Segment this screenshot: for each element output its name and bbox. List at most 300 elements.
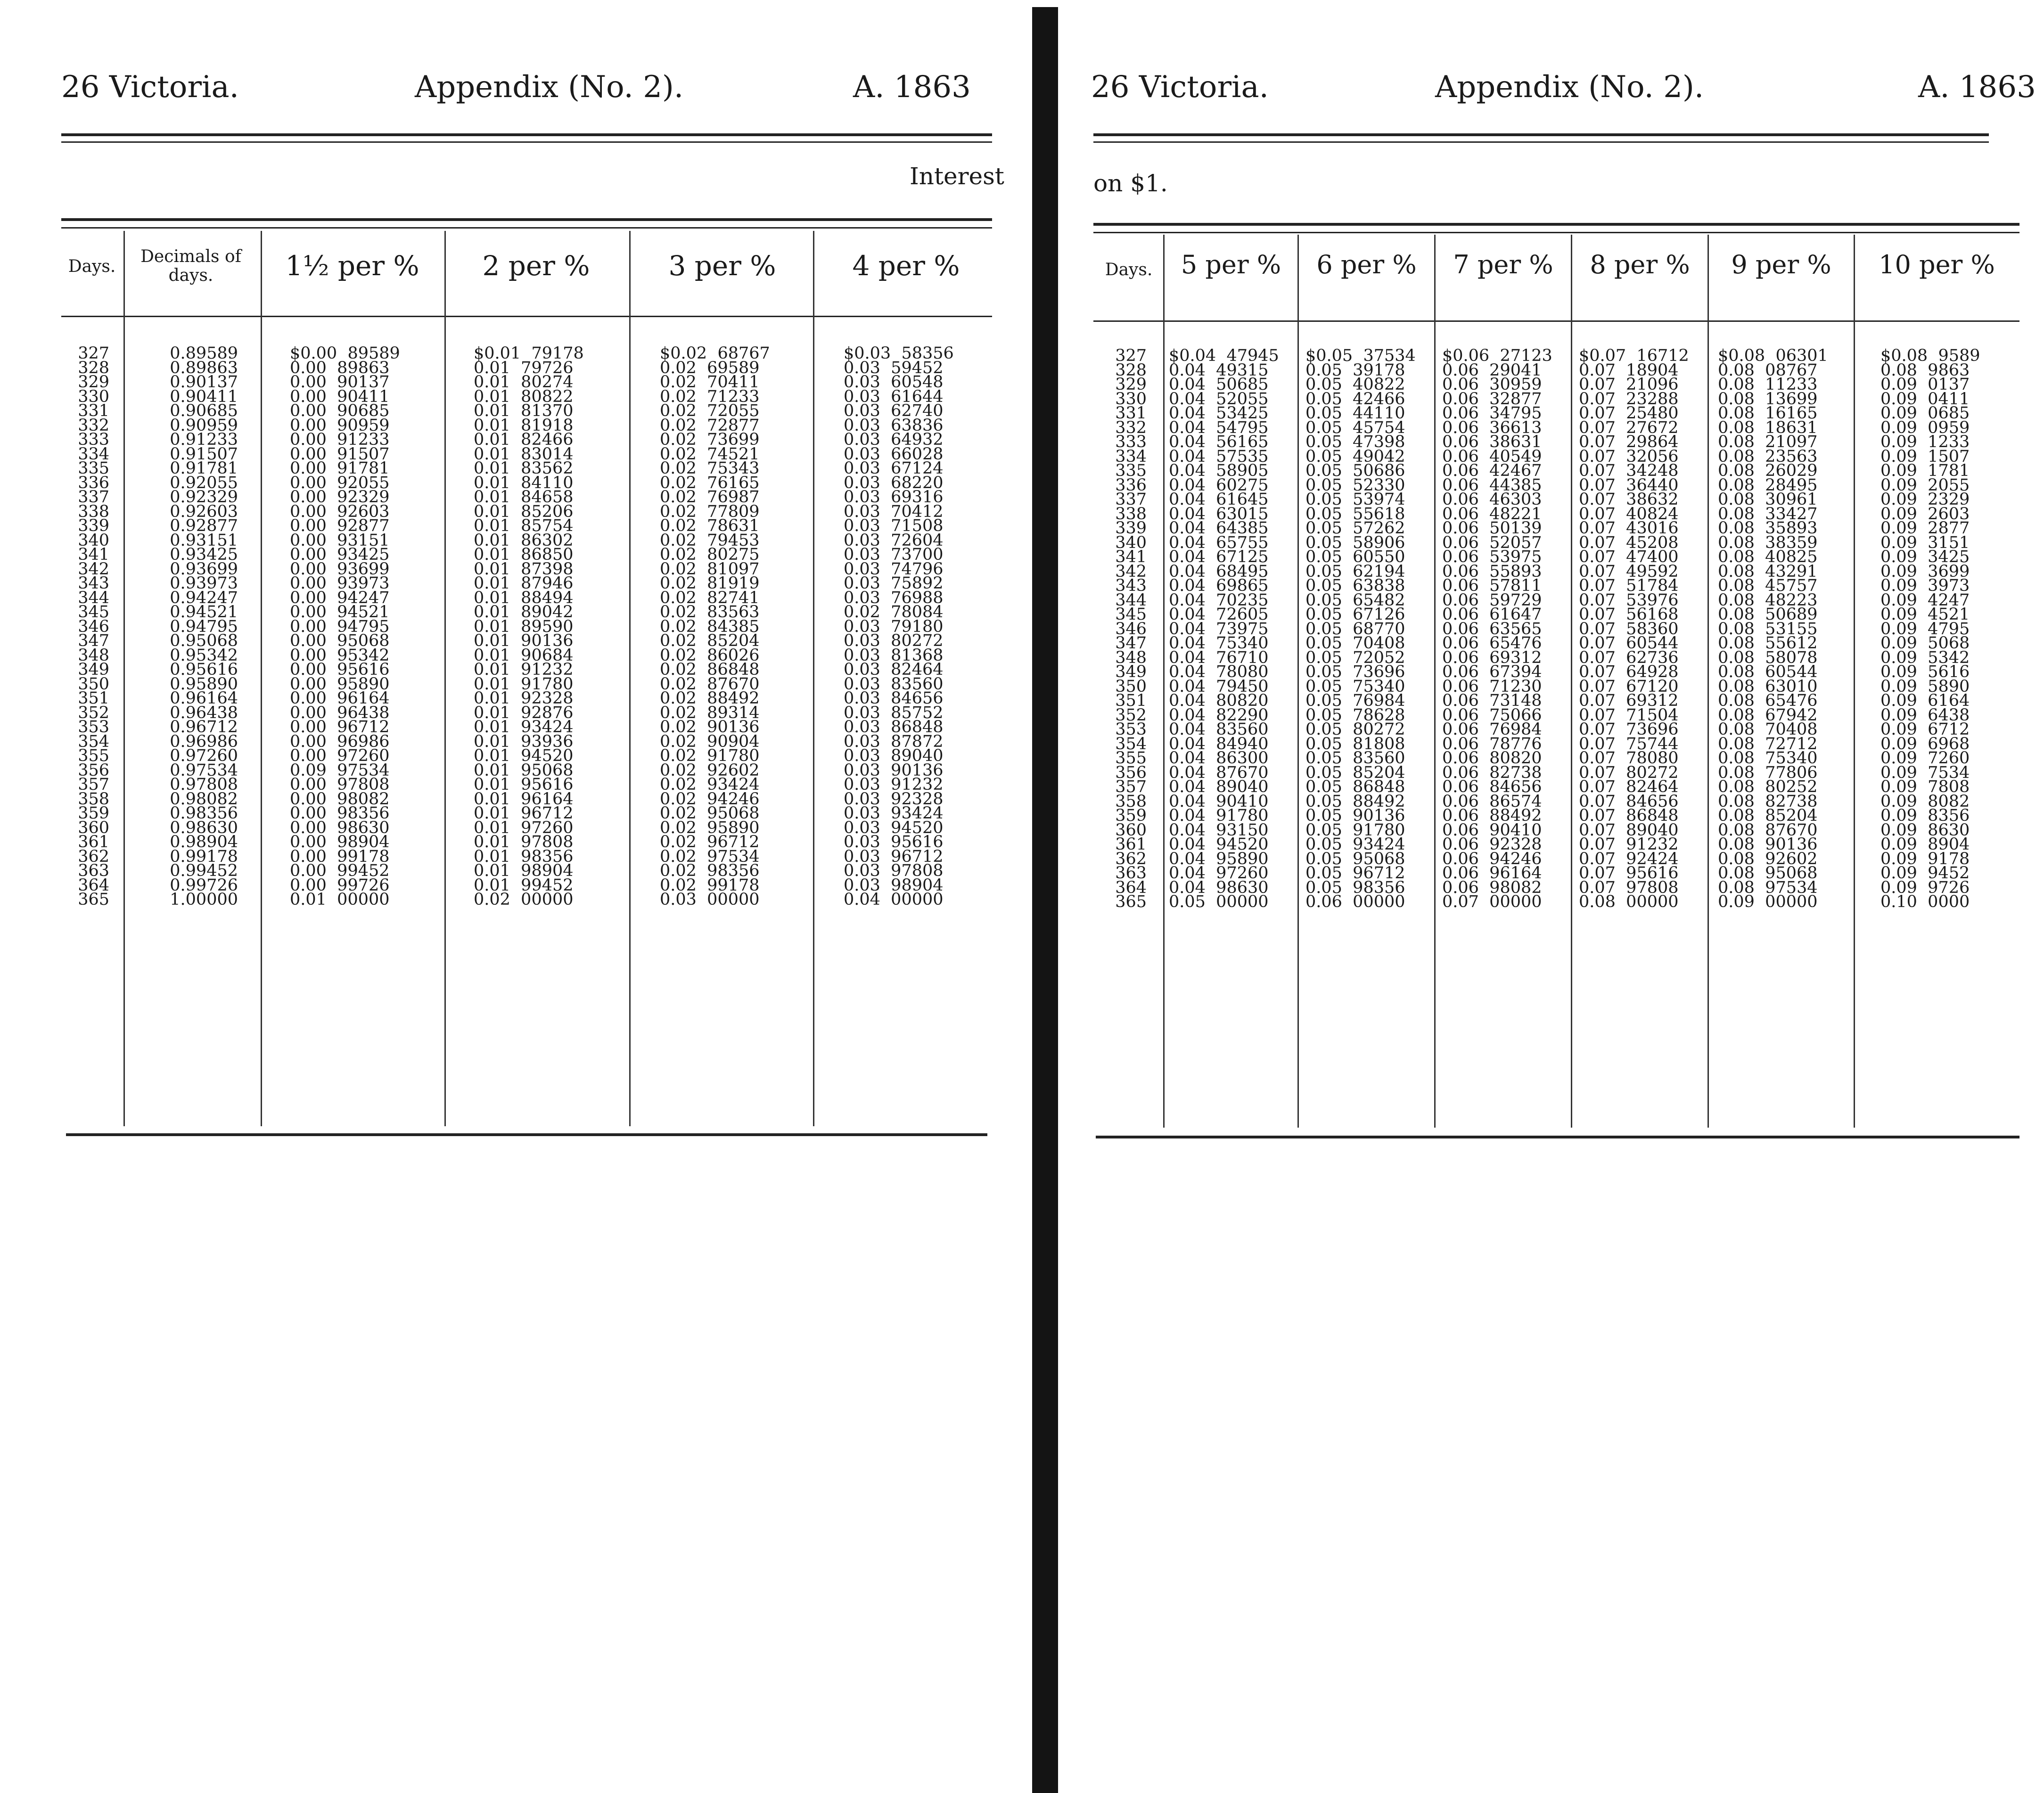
col-divider bbox=[1707, 235, 1709, 1128]
table-cell: 0.08 60544 bbox=[1718, 663, 1818, 681]
table-cell: 0.09 6438 bbox=[1880, 705, 1970, 725]
table-cell: 0.01 99452 bbox=[474, 876, 574, 895]
book-gutter bbox=[1032, 7, 1058, 1793]
table-cell: 0.03 64932 bbox=[844, 430, 944, 449]
table-cell: 342 bbox=[1115, 562, 1147, 581]
table-top-rule bbox=[61, 218, 992, 221]
table-cell: 0.05 76984 bbox=[1305, 691, 1405, 710]
table-cell: 0.02 93424 bbox=[660, 775, 760, 794]
table-cell: 0.09 9726 bbox=[1880, 878, 1970, 897]
col-divider bbox=[629, 231, 631, 1126]
table-cell: 0.08 72712 bbox=[1718, 734, 1818, 753]
table-cell: 338 bbox=[1115, 504, 1147, 524]
table-cell: 0.05 73696 bbox=[1305, 663, 1405, 681]
table-cell: 0.98904 bbox=[170, 833, 238, 851]
table-cell: 0.02 97534 bbox=[660, 847, 760, 866]
table-cell: 0.06 94246 bbox=[1442, 849, 1542, 868]
table-cell: 0.05 86848 bbox=[1305, 778, 1405, 796]
table-cell: $0.08 06301 bbox=[1718, 346, 1828, 365]
table-cell: 337 bbox=[1115, 490, 1147, 509]
table-cell: 0.04 65755 bbox=[1169, 533, 1269, 552]
table-cell: 0.99726 bbox=[170, 876, 238, 895]
table-cell: $0.07 16712 bbox=[1579, 346, 1689, 365]
table-cell: 0.09 3699 bbox=[1880, 562, 1970, 581]
table-cell: 0.02 78084 bbox=[844, 603, 944, 622]
table-cell: 328 bbox=[1115, 360, 1147, 380]
table-cell: 0.02 95890 bbox=[660, 818, 760, 837]
table-cell: 327 bbox=[1115, 346, 1147, 365]
table-cell: 335 bbox=[78, 459, 109, 478]
table-cell: 0.02 70411 bbox=[660, 373, 760, 392]
table-cell: 0.93699 bbox=[170, 559, 238, 579]
table-cell: 0.05 60550 bbox=[1305, 548, 1405, 566]
table-cell: 0.03 89040 bbox=[844, 746, 944, 765]
table-cell: 0.07 86848 bbox=[1579, 806, 1679, 825]
table-cell: 0.02 73699 bbox=[660, 430, 760, 449]
rate-5pct-column bbox=[1169, 346, 1279, 911]
table-cell: 0.00 99726 bbox=[290, 876, 390, 895]
table-cell: 0.89863 bbox=[170, 358, 238, 377]
table-cell: 365 bbox=[1115, 892, 1147, 911]
table-cell: 0.07 80272 bbox=[1579, 763, 1679, 782]
col-divider bbox=[123, 231, 125, 1126]
table-cell: 0.05 53974 bbox=[1305, 490, 1405, 509]
table-cell: 0.06 29041 bbox=[1442, 360, 1542, 380]
table-cell: 0.92055 bbox=[170, 473, 238, 492]
table-cell: 0.90137 bbox=[170, 373, 238, 392]
table-cell: 0.01 81370 bbox=[474, 401, 574, 420]
table-cell: 0.07 51784 bbox=[1579, 576, 1679, 595]
table-cell: 0.06 82738 bbox=[1442, 763, 1542, 782]
table-cell: 0.02 98356 bbox=[660, 861, 760, 880]
table-cell: 0.09 0411 bbox=[1880, 389, 1970, 409]
table-cell: 0.04 75340 bbox=[1169, 634, 1269, 653]
table-cell: 0.06 36613 bbox=[1442, 418, 1542, 437]
table-cell: 0.02 88492 bbox=[660, 689, 760, 708]
table-cell: 0.06 75066 bbox=[1442, 705, 1542, 725]
table-cell: 0.07 58360 bbox=[1579, 619, 1679, 639]
table-cell: 0.08 48223 bbox=[1718, 590, 1818, 610]
table-cell: 337 bbox=[78, 488, 109, 507]
table-cell: 0.01 98904 bbox=[474, 861, 574, 880]
table-cell: 0.05 65482 bbox=[1305, 590, 1405, 610]
table-cell: 0.03 87872 bbox=[844, 732, 944, 751]
table-cell: 0.95890 bbox=[170, 674, 238, 694]
table-cell: 0.06 32877 bbox=[1442, 389, 1542, 409]
table-cell: 0.06 34795 bbox=[1442, 404, 1542, 423]
table-cell: 0.05 63838 bbox=[1305, 576, 1405, 595]
table-cell: $0.00 89589 bbox=[290, 344, 400, 363]
table-cell: 358 bbox=[1115, 792, 1147, 811]
table-cell: 0.02 84385 bbox=[660, 617, 760, 636]
table-cell: 0.01 88494 bbox=[474, 588, 574, 607]
table-cell: 0.05 90136 bbox=[1305, 806, 1405, 825]
table-cell: 0.04 82290 bbox=[1169, 705, 1269, 725]
table-cell: 0.00 98082 bbox=[290, 789, 390, 809]
table-cell: 0.06 57811 bbox=[1442, 576, 1542, 595]
table-cell: 0.05 80272 bbox=[1305, 720, 1405, 739]
table-cell: 353 bbox=[1115, 720, 1147, 739]
table-cell: 0.00 90137 bbox=[290, 373, 390, 392]
table-cell: 352 bbox=[78, 703, 109, 722]
table-cell: 0.04 91780 bbox=[1169, 806, 1269, 825]
col-divider bbox=[261, 231, 262, 1126]
table-cell: 0.89589 bbox=[170, 344, 238, 363]
table-cell: 0.06 65476 bbox=[1442, 634, 1542, 653]
table-cell: 0.08 28495 bbox=[1718, 475, 1818, 495]
table-cell: 0.00 90685 bbox=[290, 401, 390, 420]
table-cell: 0.09 6712 bbox=[1880, 720, 1970, 739]
table-cell: 0.03 70412 bbox=[844, 502, 944, 521]
table-cell: 0.02 99178 bbox=[660, 876, 760, 895]
table-cell: 351 bbox=[1115, 691, 1147, 710]
table-cell: 0.06 73148 bbox=[1442, 691, 1542, 710]
table-cell: 0.05 62194 bbox=[1305, 562, 1405, 581]
table-cell: 346 bbox=[1115, 619, 1147, 639]
table-cell: 0.00 97808 bbox=[290, 775, 390, 794]
table-cell: 0.04 80820 bbox=[1169, 691, 1269, 710]
col-head-days: Days. bbox=[1105, 260, 1153, 279]
header-center: Appendix (No. 2). bbox=[1435, 70, 1704, 105]
table-cell: 0.05 91780 bbox=[1305, 820, 1405, 840]
table-cell: 0.03 98904 bbox=[844, 876, 944, 895]
table-cell: 0.02 82741 bbox=[660, 588, 760, 607]
table-cell: 353 bbox=[78, 718, 109, 737]
table-cell: 0.01 91780 bbox=[474, 674, 574, 694]
table-cell: 333 bbox=[78, 430, 109, 449]
table-cell: 0.00 96438 bbox=[290, 703, 390, 722]
table-top-rule bbox=[1093, 223, 2019, 226]
table-cell: 0.05 85204 bbox=[1305, 763, 1405, 782]
table-cell: 0.03 90136 bbox=[844, 761, 944, 780]
table-cell: 0.03 67124 bbox=[844, 459, 944, 478]
table-cell: 0.03 60548 bbox=[844, 373, 944, 392]
table-cell: 0.09 2877 bbox=[1880, 519, 1970, 538]
table-cell: 0.09 5342 bbox=[1880, 648, 1970, 667]
table-cell: 334 bbox=[1115, 447, 1147, 466]
table-cell: 0.05 57262 bbox=[1305, 519, 1405, 538]
table-cell: 0.04 68495 bbox=[1169, 562, 1269, 581]
table-cell: 0.00 96986 bbox=[290, 732, 390, 751]
table-cell: 0.02 76165 bbox=[660, 473, 760, 492]
table-cell: 0.03 62740 bbox=[844, 401, 944, 420]
table-cell: 0.08 08767 bbox=[1718, 360, 1818, 380]
table-cell: 0.00 99178 bbox=[290, 847, 390, 866]
header-rule bbox=[1093, 133, 1989, 136]
table-cell: 0.08 50689 bbox=[1718, 605, 1818, 624]
table-cell: 0.06 00000 bbox=[1305, 892, 1405, 911]
table-cell: 0.03 84656 bbox=[844, 689, 944, 708]
table-cell: 0.08 45757 bbox=[1718, 576, 1818, 595]
table-cell: 0.05 70408 bbox=[1305, 634, 1405, 653]
table-cell: 0.08 97534 bbox=[1718, 878, 1818, 897]
table-cell: 0.09 7260 bbox=[1880, 749, 1970, 768]
table-cell: 0.04 83560 bbox=[1169, 720, 1269, 739]
table-cell: 0.00 89863 bbox=[290, 358, 390, 377]
table-cell: 0.05 47398 bbox=[1305, 433, 1405, 451]
table-cell: 0.02 91780 bbox=[660, 746, 760, 765]
table-cell: 0.04 79450 bbox=[1169, 677, 1269, 696]
table-cell: 348 bbox=[1115, 648, 1147, 667]
table-cell: 0.98082 bbox=[170, 789, 238, 809]
table-cell: 0.04 56165 bbox=[1169, 433, 1269, 451]
table-cell: 332 bbox=[1115, 418, 1147, 437]
table-cell: 0.05 98356 bbox=[1305, 878, 1405, 897]
table-cell: $0.01 79178 bbox=[474, 344, 584, 363]
table-cell: 0.00 93151 bbox=[290, 531, 390, 550]
table-cell: 350 bbox=[1115, 677, 1147, 696]
table-cell: 0.09 97534 bbox=[290, 761, 390, 780]
table-cell: 0.94521 bbox=[170, 603, 238, 622]
table-cell: 329 bbox=[78, 373, 109, 392]
table-cell: 0.91507 bbox=[170, 444, 238, 464]
table-cell: 0.07 64928 bbox=[1579, 663, 1679, 681]
table-cell: 0.08 77806 bbox=[1718, 763, 1818, 782]
table-cell: 335 bbox=[1115, 461, 1147, 480]
table-cell: 0.05 93424 bbox=[1305, 835, 1405, 854]
table-cell: 0.05 83560 bbox=[1305, 749, 1405, 768]
table-cell: 0.03 96712 bbox=[844, 847, 944, 866]
table-cell: 0.02 72055 bbox=[660, 401, 760, 420]
table-cell: 339 bbox=[78, 516, 109, 535]
table-cell: 0.07 47400 bbox=[1579, 548, 1679, 566]
table-cell: 0.03 93424 bbox=[844, 804, 944, 823]
table-cell: 0.05 52330 bbox=[1305, 475, 1405, 495]
table-cell: 330 bbox=[78, 387, 109, 406]
table-cell: 0.06 80820 bbox=[1442, 749, 1542, 768]
table-cell: 0.08 38359 bbox=[1718, 533, 1818, 552]
table-cell: 0.05 50686 bbox=[1305, 461, 1405, 480]
table-cell: 0.00 93699 bbox=[290, 559, 390, 579]
table-cell: 0.09 9452 bbox=[1880, 864, 1970, 883]
table-cell: 0.03 97808 bbox=[844, 861, 944, 880]
table-cell: $0.08 9589 bbox=[1880, 346, 1980, 365]
table-cell: 0.01 82466 bbox=[474, 430, 574, 449]
table-cell: 0.06 55893 bbox=[1442, 562, 1542, 581]
table-cell: 0.09 8630 bbox=[1880, 820, 1970, 840]
table-cell: 0.06 76984 bbox=[1442, 720, 1542, 739]
table-cell: 0.09 00000 bbox=[1718, 892, 1818, 911]
table-cell: 0.01 95068 bbox=[474, 761, 574, 780]
col-head-5pct: 5 per % bbox=[1181, 250, 1281, 279]
table-cell: 0.03 91232 bbox=[844, 775, 944, 794]
header-rule-thin bbox=[61, 141, 992, 143]
table-cell: 0.03 76988 bbox=[844, 588, 944, 607]
table-cell: 0.05 88492 bbox=[1305, 792, 1405, 811]
table-cell: 0.09 7534 bbox=[1880, 763, 1970, 782]
table-cell: 0.02 83563 bbox=[660, 603, 760, 622]
header-rule bbox=[61, 133, 992, 136]
table-cell: 0.02 94246 bbox=[660, 789, 760, 809]
col-head-8pct: 8 per % bbox=[1590, 250, 1690, 279]
table-cell: 347 bbox=[78, 631, 109, 650]
table-cell: 349 bbox=[78, 660, 109, 679]
table-cell: 0.01 98356 bbox=[474, 847, 574, 866]
table-cell: 0.06 67394 bbox=[1442, 663, 1542, 681]
table-cell: 0.08 53155 bbox=[1718, 619, 1818, 639]
rate-6pct-column bbox=[1305, 346, 1416, 911]
table-cell: 0.04 54795 bbox=[1169, 418, 1269, 437]
table-cell: 0.92329 bbox=[170, 488, 238, 507]
table-cell: 334 bbox=[78, 444, 109, 464]
table-cell: 331 bbox=[78, 401, 109, 420]
table-cell: 0.07 38632 bbox=[1579, 490, 1679, 509]
col-head-6pct: 6 per % bbox=[1316, 250, 1417, 279]
table-cell: 0.01 81918 bbox=[474, 416, 574, 435]
table-cell: 0.09 4247 bbox=[1880, 590, 1970, 610]
table-cell: 0.00 93425 bbox=[290, 545, 390, 564]
table-cell: 362 bbox=[1115, 849, 1147, 868]
subheading: on $1. bbox=[1093, 170, 1168, 197]
table-cell: 0.06 86574 bbox=[1442, 792, 1542, 811]
table-cell: 0.00 99452 bbox=[290, 861, 390, 880]
table-cell: 0.07 69312 bbox=[1579, 691, 1679, 710]
col-head-decimals: Decimals of days. bbox=[140, 247, 241, 285]
table-cell: 0.04 63015 bbox=[1169, 504, 1269, 524]
table-cell: 348 bbox=[78, 646, 109, 665]
table-cell: 0.08 23563 bbox=[1718, 447, 1818, 466]
table-cell: 0.07 73696 bbox=[1579, 720, 1679, 739]
table-cell: 0.06 59729 bbox=[1442, 590, 1542, 610]
rate-9pct-column bbox=[1718, 346, 1828, 911]
table-cell: 0.07 62736 bbox=[1579, 648, 1679, 667]
table-cell: 0.08 82738 bbox=[1718, 792, 1818, 811]
table-cell: 0.93973 bbox=[170, 574, 238, 593]
table-cell: 0.06 50139 bbox=[1442, 519, 1542, 538]
table-cell: 0.96438 bbox=[170, 703, 238, 722]
table-cell: 0.06 53975 bbox=[1442, 548, 1542, 566]
table-cell: 0.04 84940 bbox=[1169, 734, 1269, 753]
table-cell: 0.07 53976 bbox=[1579, 590, 1679, 610]
table-cell: 0.90685 bbox=[170, 401, 238, 420]
table-cell: 0.09 9178 bbox=[1880, 849, 1970, 868]
header-center: Appendix (No. 2). bbox=[415, 70, 684, 105]
table-cell: 0.08 90136 bbox=[1718, 835, 1818, 854]
table-cell: 351 bbox=[78, 689, 109, 708]
table-cell: 0.03 69316 bbox=[844, 488, 944, 507]
col-head-4pct: 4 per % bbox=[852, 250, 960, 282]
table-cell: 0.01 87946 bbox=[474, 574, 574, 593]
table-cell: 340 bbox=[78, 531, 109, 550]
table-cell: 0.08 65476 bbox=[1718, 691, 1818, 710]
table-cell: 0.02 92602 bbox=[660, 761, 760, 780]
table-cell: 0.09 3425 bbox=[1880, 548, 1970, 566]
table-cell: 0.09 4521 bbox=[1880, 605, 1970, 624]
table-cell: 336 bbox=[78, 473, 109, 492]
table-cell: 0.92877 bbox=[170, 516, 238, 535]
table-cell: 363 bbox=[78, 861, 109, 880]
table-cell: 0.07 78080 bbox=[1579, 749, 1679, 768]
table-cell: 0.07 95616 bbox=[1579, 864, 1679, 883]
table-cell: 0.04 78080 bbox=[1169, 663, 1269, 681]
table-cell: 0.01 93424 bbox=[474, 718, 574, 737]
table-cell: 0.07 82464 bbox=[1579, 778, 1679, 796]
table-cell: 336 bbox=[1115, 475, 1147, 495]
table-cell: 354 bbox=[1115, 734, 1147, 753]
table-cell: 0.02 75343 bbox=[660, 459, 760, 478]
table-cell: 0.06 92328 bbox=[1442, 835, 1542, 854]
col-divider bbox=[1571, 235, 1572, 1128]
table-cell: 0.00 94247 bbox=[290, 588, 390, 607]
table-cell: 333 bbox=[1115, 433, 1147, 451]
table-cell: 0.03 72604 bbox=[844, 531, 944, 550]
table-cell: 0.95616 bbox=[170, 660, 238, 679]
rate-3pct-column bbox=[660, 346, 770, 907]
table-cell: 0.04 90410 bbox=[1169, 792, 1269, 811]
table-cell: 0.08 16165 bbox=[1718, 404, 1818, 423]
table-cell: 0.02 86848 bbox=[660, 660, 760, 679]
table-cell: 0.02 96712 bbox=[660, 833, 760, 851]
table-cell: 0.04 67125 bbox=[1169, 548, 1269, 566]
table-cell: 331 bbox=[1115, 404, 1147, 423]
table-cell: 0.07 18904 bbox=[1579, 360, 1679, 380]
table-cell: 0.03 68220 bbox=[844, 473, 944, 492]
rate-4pct-column bbox=[844, 346, 954, 907]
table-cell: $0.04 47945 bbox=[1169, 346, 1279, 365]
days-column bbox=[71, 346, 109, 907]
table-cell: 0.07 84656 bbox=[1579, 792, 1679, 811]
table-cell: 342 bbox=[78, 559, 109, 579]
table-cell: 0.02 90136 bbox=[660, 718, 760, 737]
table-cell: 0.05 68770 bbox=[1305, 619, 1405, 639]
table-cell: 0.09 1233 bbox=[1880, 433, 1970, 451]
table-cell: 0.09 8356 bbox=[1880, 806, 1970, 825]
table-cell: 0.09 6968 bbox=[1880, 734, 1970, 753]
table-cell: 0.07 27672 bbox=[1579, 418, 1679, 437]
col-head-3pct: 3 per % bbox=[668, 250, 776, 282]
table-cell: 0.09 4795 bbox=[1880, 619, 1970, 639]
table-top-rule-thin bbox=[61, 227, 992, 229]
table-cell: 0.00 96164 bbox=[290, 689, 390, 708]
table-cell: 0.90411 bbox=[170, 387, 238, 406]
table-cell: 344 bbox=[1115, 590, 1147, 610]
table-cell: 0.05 96712 bbox=[1305, 864, 1405, 883]
table-cell: 0.97808 bbox=[170, 775, 238, 794]
table-cell: 0.07 23288 bbox=[1579, 389, 1679, 409]
table-cell: 0.00 90959 bbox=[290, 416, 390, 435]
table-cell: 0.05 49042 bbox=[1305, 447, 1405, 466]
rate-7pct-column bbox=[1442, 346, 1552, 911]
table-cell: 0.06 88492 bbox=[1442, 806, 1542, 825]
table-cell: 0.04 86300 bbox=[1169, 749, 1269, 768]
table-cell: 0.04 69865 bbox=[1169, 576, 1269, 595]
table-cell: 359 bbox=[1115, 806, 1147, 825]
table-cell: 0.05 95068 bbox=[1305, 849, 1405, 868]
table-cell: 0.05 75340 bbox=[1305, 677, 1405, 696]
table-cell: 0.03 59452 bbox=[844, 358, 944, 377]
table-cell: 0.94795 bbox=[170, 617, 238, 636]
table-cell: 0.06 30959 bbox=[1442, 375, 1542, 394]
table-cell: 0.92603 bbox=[170, 502, 238, 521]
table-cell: 0.02 81919 bbox=[660, 574, 760, 593]
table-cell: 0.10 0000 bbox=[1880, 892, 1970, 911]
table-cell: 357 bbox=[78, 775, 109, 794]
table-cell: 355 bbox=[1115, 749, 1147, 768]
table-cell: 0.05 44110 bbox=[1305, 404, 1405, 423]
table-cell: 354 bbox=[78, 732, 109, 751]
table-cell: 0.01 97260 bbox=[474, 818, 574, 837]
table-cell: 0.02 86026 bbox=[660, 646, 760, 665]
table-cell: 0.02 95068 bbox=[660, 804, 760, 823]
table-cell: 0.00 94795 bbox=[290, 617, 390, 636]
table-cell: 0.01 83014 bbox=[474, 444, 574, 464]
table-cell: 0.03 81368 bbox=[844, 646, 944, 665]
header-left: 26 Victoria. bbox=[1091, 70, 1269, 105]
table-cell: 0.95342 bbox=[170, 646, 238, 665]
table-cell: 0.05 40822 bbox=[1305, 375, 1405, 394]
table-cell: 0.00 97260 bbox=[290, 746, 390, 765]
table-cell: 359 bbox=[78, 804, 109, 823]
